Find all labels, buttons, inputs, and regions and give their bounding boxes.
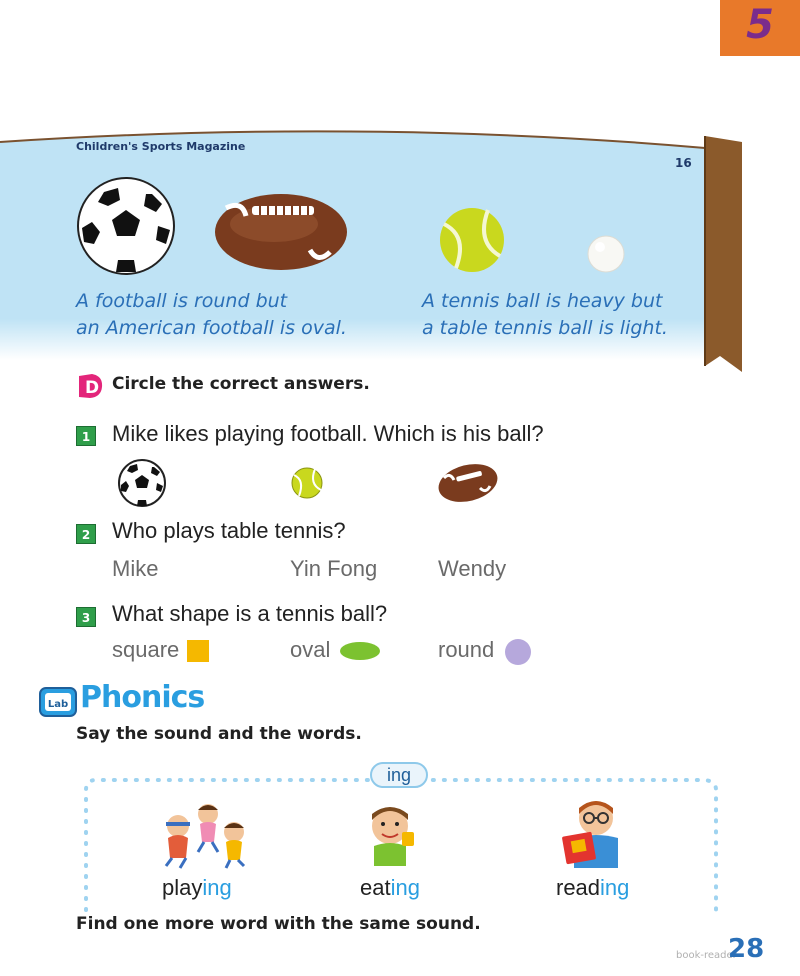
soccer-ball-icon	[74, 176, 178, 276]
word-reading	[556, 875, 629, 901]
square-shape-icon	[187, 640, 209, 662]
q2-option-mike[interactable]: Mike	[112, 556, 159, 581]
word-eating	[360, 875, 420, 901]
table-tennis-ball-icon	[586, 234, 626, 274]
page-number: 28	[728, 934, 765, 964]
magazine-page-number: 16	[675, 156, 692, 170]
word-3-suffix: ing	[600, 875, 630, 900]
caption-right-line-1: A tennis ball is heavy but	[422, 290, 663, 312]
sound-pill: ing	[370, 762, 428, 788]
q3-option-square[interactable]: square	[112, 637, 180, 662]
word-1-suffix: ing	[202, 875, 232, 900]
magazine-title: Children's Sports Magazine	[76, 140, 246, 153]
lab-label: Lab	[47, 699, 69, 710]
caption-right	[422, 288, 668, 342]
oval-shape-icon	[340, 642, 380, 660]
child-eating-illustration	[360, 802, 426, 868]
american-football-icon	[212, 188, 350, 272]
question-1-text: Mike likes playing football. Which is his ball?	[112, 421, 544, 446]
q3-option-oval[interactable]: oval	[290, 637, 331, 662]
caption-left	[76, 288, 347, 342]
q1-option-tennis-ball[interactable]	[290, 466, 324, 500]
caption-left-line-1: A football is round but	[76, 290, 288, 312]
caption-left-line-2: an American football is oval.	[76, 317, 347, 339]
phonics-title: Phonics	[80, 680, 205, 715]
section-d-badge	[76, 372, 104, 400]
word-2-suffix: ing	[390, 875, 420, 900]
q2-option-yin-fong[interactable]: Yin Fong	[290, 556, 378, 581]
word-3-base: read	[556, 875, 601, 900]
caption-right-line-2: a table tennis ball is light.	[422, 317, 668, 339]
children-playing-illustration	[156, 800, 256, 870]
q1-option-american-football[interactable]	[436, 462, 500, 504]
q2-option-wendy[interactable]: Wendy	[438, 556, 507, 581]
section-d-title: Circle the correct answers.	[112, 374, 370, 394]
question-3-text: What shape is a tennis ball?	[112, 601, 388, 626]
question-2-text: Who plays table tennis?	[112, 518, 346, 543]
phonics-instruction: Say the sound and the words.	[76, 724, 362, 744]
q1-option-soccer-ball[interactable]	[116, 458, 168, 508]
child-reading-illustration	[560, 798, 630, 870]
final-instruction: Find one more word with the same sound.	[76, 914, 481, 934]
lab-icon	[38, 684, 78, 720]
circle-shape-icon	[505, 639, 531, 665]
word-playing	[162, 875, 232, 901]
q3-option-round[interactable]: round	[438, 637, 495, 662]
word-2-base: eat	[360, 875, 391, 900]
question-1-number: 1	[76, 426, 96, 446]
tennis-ball-icon	[438, 206, 506, 274]
magazine-spine	[690, 136, 750, 376]
unit-number: 5	[746, 2, 774, 48]
section-d-letter: D	[85, 378, 100, 398]
watermark: book-reader	[676, 950, 737, 961]
question-2-number: 2	[76, 524, 96, 544]
word-1-base: play	[162, 875, 203, 900]
question-3-number: 3	[76, 607, 96, 627]
